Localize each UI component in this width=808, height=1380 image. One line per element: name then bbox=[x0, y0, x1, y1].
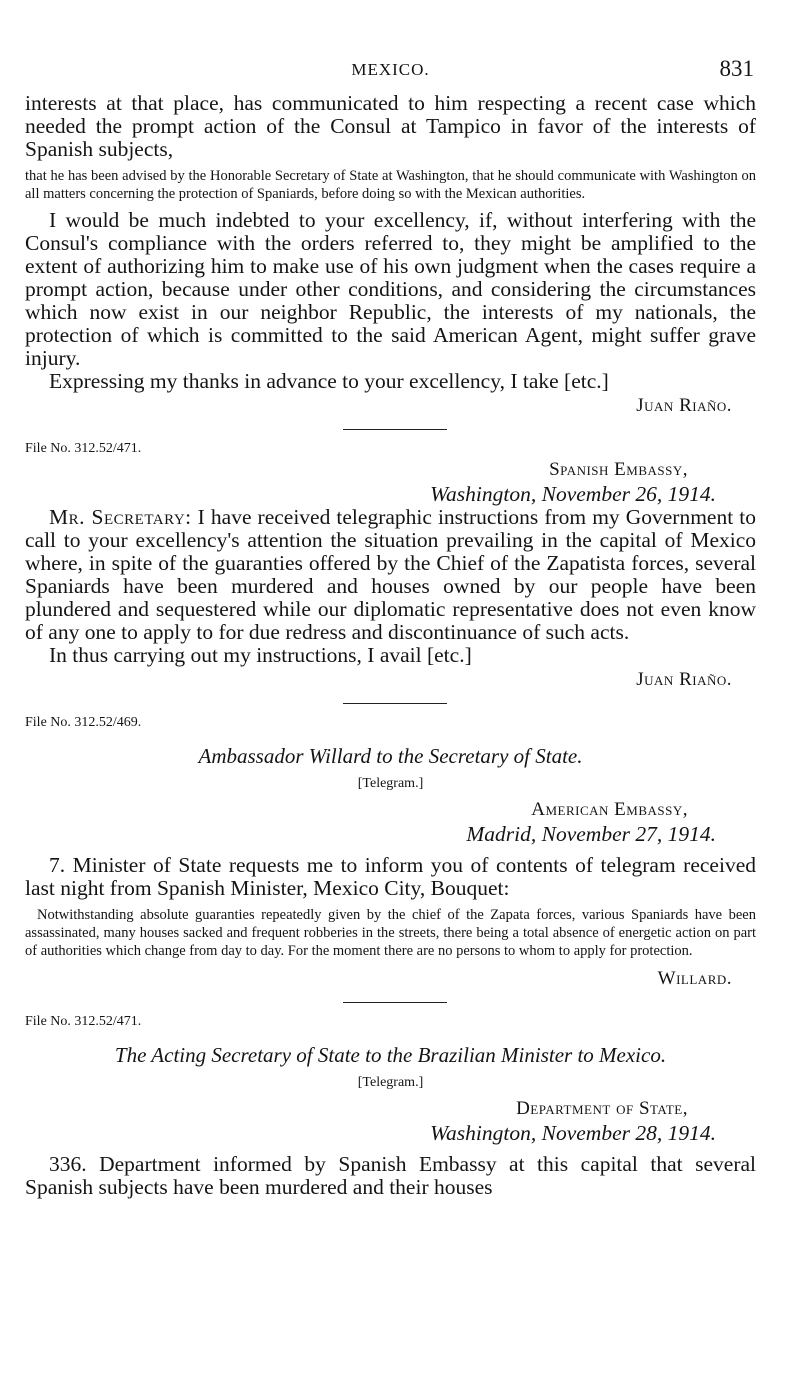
letter-date: Washington, November 28, 1914. bbox=[430, 1121, 716, 1145]
page-header bbox=[25, 56, 756, 92]
paragraph-closing: In thus carrying out my instructions, I avail [etc.] bbox=[49, 643, 472, 667]
signature-willard: Willard. bbox=[657, 968, 732, 989]
file-number: File No. 312.52/471. bbox=[25, 1014, 142, 1029]
signature-riano-1: Juan Riaño. bbox=[636, 395, 732, 416]
sender-address: American Embassy, bbox=[531, 799, 688, 820]
quoted-telegram: Notwithstanding absolute guaranties repeatedly given by the chief of the Zapata forces, various Spaniards have been assassinated, many houses sacked and frequent robberies in the streets, there being a total absence of energetic action on part of authorities which change from day to day. For the moment there are no persons to whom to apply for protection. bbox=[25, 907, 756, 959]
paragraph-telegram: 7. Minister of State requests me to inform you of contents of telegram received last night from Spanish Minister, Mexico City, Bouquet: bbox=[25, 853, 756, 900]
signature-riano-2: Juan Riaño. bbox=[636, 669, 732, 690]
letter-heading bbox=[25, 1097, 756, 1145]
paragraph-continuation: interests at that place, has communicated to him respecting a recent case which needed the prompt action of the Consul at Tampico in favor of the interests of Spanish subjects, bbox=[25, 91, 756, 161]
section-divider bbox=[343, 1002, 447, 1003]
letter-heading bbox=[25, 458, 756, 506]
sender-address: Spanish Embassy, bbox=[549, 459, 688, 480]
section-divider bbox=[343, 703, 447, 704]
document-page bbox=[25, 56, 756, 1199]
letter-heading bbox=[25, 798, 756, 846]
document-title: The Acting Secretary of State to the Brazilian Minister to Mexico. bbox=[114, 1043, 667, 1067]
running-head: MEXICO. bbox=[351, 60, 430, 79]
sender-address: Department of State, bbox=[516, 1098, 688, 1119]
document-title: Ambassador Willard to the Secretary of State. bbox=[198, 744, 583, 768]
file-number: File No. 312.52/471. bbox=[25, 441, 142, 456]
paragraph-instructions bbox=[25, 506, 756, 644]
telegram-label: [Telegram.] bbox=[357, 1075, 424, 1090]
page-number: 831 bbox=[719, 56, 754, 81]
paragraph-closing: Expressing my thanks in advance to your excellency, I take [etc.] bbox=[49, 369, 609, 393]
letter-date: Madrid, November 27, 1914. bbox=[466, 822, 716, 846]
section-divider bbox=[343, 429, 447, 430]
telegram-label: [Telegram.] bbox=[357, 776, 424, 791]
quoted-passage: that he has been advised by the Honorable Secretary of State at Washington, that he should communicate with Washington on all matters concerning the protection of Spaniards, before doing so with the Mexican authorities. bbox=[25, 168, 756, 202]
paragraph-instructions-text: I have received telegraphic instructions from my Government to call to your excellency's attention the situation prevailing in the capital of Mexico where, in spite of the guaranties offered by the Chief of the Zapatista forces, several Spaniards have been murdered and houses owned by our people have been plundered and sequestered while our diplomatic representative does not even know of any one to apply to for due redress and discontinuance of such acts. bbox=[25, 505, 756, 644]
salutation: Mr. Secretary: bbox=[49, 505, 192, 529]
paragraph-department: 336. Department informed by Spanish Embassy at this capital that several Spanish subjects have been murdered and their houses bbox=[25, 1152, 756, 1199]
file-number: File No. 312.52/469. bbox=[25, 715, 142, 730]
paragraph-request: I would be much indebted to your excellency, if, without interfering with the Consul's compliance with the orders referred to, they might be amplified to the extent of authorizing him to make use of his own judgment when the cases require a prompt action, because under other conditions, and considering the circumstances which now exist in our neighbor Republic, the interests of my nationals, the protection of which is committed to the said American Agent, might suffer grave injury. bbox=[25, 208, 756, 370]
letter-date: Washington, November 26, 1914. bbox=[430, 482, 716, 506]
